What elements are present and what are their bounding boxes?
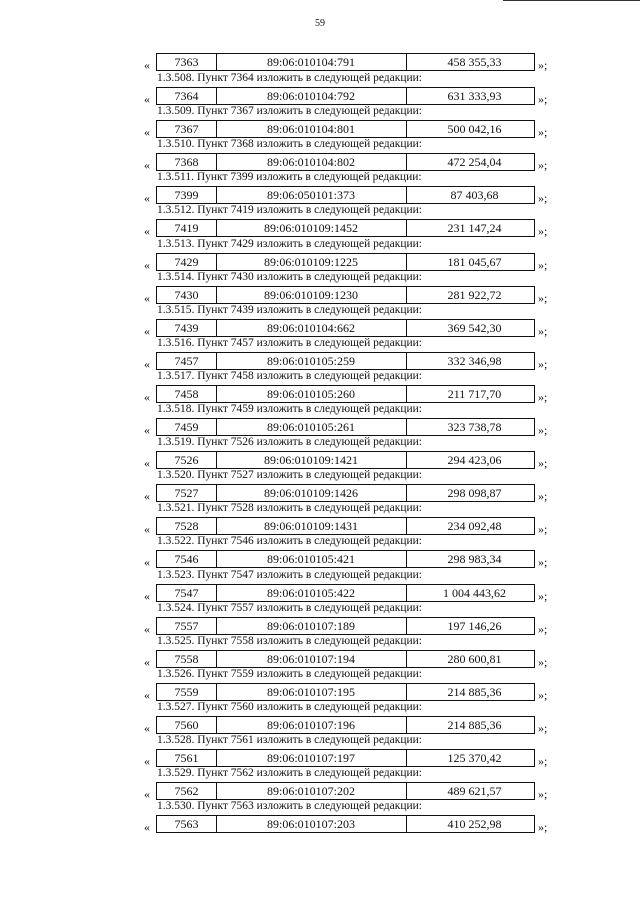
cadastral-number: 89:06:010105:259 <box>216 353 407 369</box>
cadastral-number: 89:06:010105:260 <box>216 386 407 402</box>
cadastral-number: 89:06:010109:1230 <box>216 287 407 303</box>
close-quote: »; <box>538 423 548 437</box>
close-quote: »; <box>538 158 548 173</box>
amendment-paragraph: 1.3.514. Пункт 7430 изложить в следующей редакции: <box>157 270 422 283</box>
cadastral-value: 234 092,48 <box>447 519 502 534</box>
cadastral-value: 1 004 443,62 <box>443 585 506 600</box>
close-quote: »; <box>538 555 548 570</box>
amendment-paragraph: 1.3.516. Пункт 7457 изложить в следующей редакции: <box>157 336 422 349</box>
table-row <box>156 219 535 237</box>
table-row <box>156 749 535 767</box>
close-quote: »; <box>538 191 548 206</box>
table-row <box>156 617 535 635</box>
cadastral-number: 89:06:010109:1452 <box>216 220 407 236</box>
open-quote: « <box>144 787 150 802</box>
row-number: 7528 <box>157 518 217 534</box>
close-quote: »; <box>538 621 548 636</box>
row-number: 7561 <box>157 750 217 766</box>
table-row <box>156 153 535 171</box>
amendment-item <box>0 734 640 768</box>
open-quote: « <box>144 820 150 835</box>
amendment-paragraph: 1.3.528. Пункт 7561 изложить в следующей редакции: <box>157 734 422 746</box>
cadastral-value: 294 423,06 <box>447 453 502 468</box>
amendment-paragraph: 1.3.509. Пункт 7367 изложить в следующей редакции: <box>157 105 422 118</box>
cadastral-value: 181 045,67 <box>447 254 502 269</box>
close-quote: »; <box>538 92 548 106</box>
open-quote: « <box>144 158 150 173</box>
row-number: 7457 <box>157 353 217 369</box>
row-number: 7419 <box>157 220 217 236</box>
cadastral-value: 500 042,16 <box>447 122 502 137</box>
row-number: 7562 <box>157 783 217 799</box>
amendment-item <box>0 72 640 106</box>
close-quote: »; <box>538 754 548 768</box>
cadastral-number: 89:06:010109:1225 <box>216 254 407 270</box>
open-quote: « <box>144 456 150 471</box>
cadastral-number: 89:06:010105:422 <box>216 585 407 601</box>
amendment-paragraph: 1.3.527. Пункт 7560 изложить в следующей редакции: <box>157 700 422 713</box>
cadastral-value: 410 252,98 <box>447 817 502 832</box>
cadastral-number: 89:06:010109:1426 <box>216 485 407 501</box>
cadastral-number: 89:06:010104:662 <box>216 320 407 336</box>
cadastral-number: 89:06:050101:373 <box>216 187 407 203</box>
amendment-paragraph: 1.3.521. Пункт 7528 изложить в следующей редакции: <box>157 502 422 515</box>
open-quote: « <box>144 257 150 272</box>
table-row <box>156 584 535 602</box>
table-row <box>156 550 535 568</box>
close-quote: »; <box>538 720 548 735</box>
amendment-item <box>0 271 640 305</box>
open-quote: « <box>144 423 150 437</box>
row-number: 7430 <box>157 287 217 303</box>
amendment-item <box>0 204 640 238</box>
amendment-paragraph: 1.3.510. Пункт 7368 изложить в следующей редакции: <box>157 138 422 151</box>
cadastral-value: 298 098,87 <box>447 486 502 501</box>
table-row <box>156 650 535 668</box>
amendment-item <box>0 569 640 603</box>
table-row-first <box>0 38 640 72</box>
amendment-paragraph: 1.3.515. Пункт 7439 изложить в следующей редакции: <box>157 303 422 316</box>
cadastral-number: 89:06:010107:194 <box>216 651 407 667</box>
cadastral-value: 489 621,57 <box>447 784 502 799</box>
open-quote: « <box>144 720 150 735</box>
open-quote: « <box>144 290 150 305</box>
cadastral-number: 89:06:010107:197 <box>216 750 407 766</box>
amendment-paragraph: 1.3.524. Пункт 7557 изложить в следующей редакции: <box>157 601 422 614</box>
amendment-item <box>0 668 640 702</box>
open-quote: « <box>144 125 150 140</box>
cadastral-value: 231 147,24 <box>447 221 502 236</box>
amendment-item <box>0 767 640 801</box>
table-row <box>156 451 535 469</box>
row-number: 7559 <box>157 684 217 700</box>
cadastral-value: 631 333,93 <box>447 89 502 103</box>
close-quote: »; <box>538 58 548 72</box>
cadastral-number: 89:06:010109:1431 <box>216 518 407 534</box>
cadastral-value: 211 717,70 <box>447 386 502 401</box>
row-number: 7363 <box>157 54 217 70</box>
amendment-item <box>0 370 640 404</box>
cadastral-value: 125 370,42 <box>447 751 502 765</box>
amendment-paragraph: 1.3.529. Пункт 7562 изложить в следующей редакции: <box>157 767 422 780</box>
cadastral-number: 89:06:010104:791 <box>216 54 407 70</box>
close-quote: »; <box>538 654 548 669</box>
table-row <box>156 815 535 833</box>
amendment-paragraph: 1.3.526. Пункт 7559 изложить в следующей редакции: <box>157 667 422 680</box>
row-number: 7547 <box>157 585 217 601</box>
cadastral-number: 89:06:010105:261 <box>216 419 407 435</box>
cadastral-number: 89:06:010107:196 <box>216 717 407 733</box>
amendment-item <box>0 701 640 735</box>
table-row <box>156 286 535 304</box>
amendment-paragraph: 1.3.525. Пункт 7558 изложить в следующей редакции: <box>157 634 422 647</box>
amendment-item <box>0 238 640 272</box>
row-number: 7459 <box>157 419 217 435</box>
cadastral-value: 214 885,36 <box>447 717 502 732</box>
row-number: 7439 <box>157 320 217 336</box>
open-quote: « <box>144 588 150 603</box>
row-number: 7560 <box>157 717 217 733</box>
amendment-paragraph: 1.3.519. Пункт 7526 изложить в следующей редакции: <box>157 436 422 449</box>
cadastral-number: 89:06:010104:801 <box>216 121 407 137</box>
table-row <box>156 683 535 701</box>
close-quote: »; <box>538 323 548 338</box>
page-number: 59 <box>315 18 325 29</box>
cadastral-number: 89:06:010104:802 <box>216 154 407 170</box>
open-quote: « <box>144 92 150 106</box>
table-row <box>156 418 535 436</box>
row-number: 7364 <box>157 88 217 104</box>
close-quote: »; <box>538 489 548 504</box>
cadastral-number: 89:06:010105:421 <box>216 551 407 567</box>
row-number: 7526 <box>157 452 217 468</box>
cadastral-value: 369 542,30 <box>447 320 502 335</box>
cadastral-value: 214 885,36 <box>447 684 502 699</box>
amendment-item <box>0 602 640 636</box>
table-row <box>156 319 535 337</box>
close-quote: »; <box>538 522 548 537</box>
amendment-item <box>0 105 640 139</box>
cadastral-number: 89:06:010107:202 <box>216 783 407 799</box>
table-row <box>156 484 535 502</box>
table-row <box>156 253 535 271</box>
header-rule <box>503 0 640 1</box>
close-quote: »; <box>538 257 548 272</box>
amendment-item <box>0 337 640 371</box>
cadastral-number: 89:06:010107:195 <box>216 684 407 700</box>
cadastral-number: 89:06:010104:792 <box>216 88 407 104</box>
cadastral-number: 89:06:010107:203 <box>216 816 407 832</box>
cadastral-number: 89:06:010107:189 <box>216 618 407 634</box>
row-number: 7527 <box>157 485 217 501</box>
open-quote: « <box>144 58 150 72</box>
amendment-paragraph: 1.3.517. Пункт 7458 изложить в следующей редакции: <box>157 369 422 382</box>
close-quote: »; <box>538 588 548 603</box>
amendment-item <box>0 436 640 470</box>
cadastral-value: 332 346,98 <box>447 353 502 368</box>
table-row <box>156 385 535 403</box>
amendment-item <box>0 403 640 437</box>
open-quote: « <box>144 389 150 404</box>
open-quote: « <box>144 654 150 669</box>
row-number: 7563 <box>157 816 217 832</box>
amendment-item <box>0 138 640 172</box>
amendment-paragraph: 1.3.513. Пункт 7429 изложить в следующей редакции: <box>157 237 422 250</box>
open-quote: « <box>144 555 150 570</box>
open-quote: « <box>144 489 150 504</box>
table-row <box>156 186 535 204</box>
table-row <box>156 782 535 800</box>
amendment-item <box>0 800 640 834</box>
cadastral-value: 472 254,04 <box>447 155 502 170</box>
table-row <box>156 87 535 105</box>
amendment-paragraph: 1.3.511. Пункт 7399 изложить в следующей редакции: <box>157 171 422 184</box>
amendment-paragraph: 1.3.520. Пункт 7527 изложить в следующей редакции: <box>157 469 422 482</box>
open-quote: « <box>144 754 150 768</box>
cadastral-value: 323 738,78 <box>447 420 502 434</box>
close-quote: »; <box>538 224 548 239</box>
amendment-item <box>0 502 640 536</box>
amendment-paragraph: 1.3.522. Пункт 7546 изложить в следующей редакции: <box>157 535 422 548</box>
open-quote: « <box>144 522 150 537</box>
open-quote: « <box>144 687 150 702</box>
amendment-item <box>0 635 640 669</box>
row-number: 7368 <box>157 154 217 170</box>
open-quote: « <box>144 323 150 338</box>
close-quote: »; <box>538 820 548 835</box>
row-number: 7399 <box>157 187 217 203</box>
close-quote: »; <box>538 125 548 140</box>
table-row <box>156 716 535 734</box>
row-number: 7558 <box>157 651 217 667</box>
cadastral-value: 280 600,81 <box>447 651 502 666</box>
open-quote: « <box>144 224 150 239</box>
amendment-item <box>0 304 640 338</box>
amendment-paragraph: 1.3.508. Пункт 7364 изложить в следующей редакции: <box>157 72 422 84</box>
close-quote: »; <box>538 290 548 305</box>
amendment-item <box>0 469 640 503</box>
table-row <box>156 517 535 535</box>
row-number: 7458 <box>157 386 217 402</box>
cadastral-value: 281 922,72 <box>447 287 502 302</box>
row-number: 7546 <box>157 551 217 567</box>
cadastral-value: 298 983,34 <box>447 552 502 567</box>
row-number: 7367 <box>157 121 217 137</box>
open-quote: « <box>144 191 150 206</box>
open-quote: « <box>144 621 150 636</box>
cadastral-number: 89:06:010109:1421 <box>216 452 407 468</box>
amendment-paragraph: 1.3.518. Пункт 7459 изложить в следующей редакции: <box>157 403 422 415</box>
table-row <box>156 53 535 71</box>
close-quote: »; <box>538 456 548 471</box>
amendment-paragraph: 1.3.530. Пункт 7563 изложить в следующей редакции: <box>157 800 422 813</box>
cadastral-value: 458 355,33 <box>447 55 502 69</box>
amendment-item <box>0 171 640 205</box>
amendment-paragraph: 1.3.523. Пункт 7547 изложить в следующей редакции: <box>157 568 422 581</box>
row-number: 7557 <box>157 618 217 634</box>
table-row <box>156 352 535 370</box>
amendment-paragraph: 1.3.512. Пункт 7419 изложить в следующей редакции: <box>157 204 422 217</box>
amendment-item <box>0 535 640 569</box>
row-number: 7429 <box>157 254 217 270</box>
table-row <box>156 120 535 138</box>
close-quote: »; <box>538 389 548 404</box>
cadastral-value: 197 146,26 <box>447 618 502 633</box>
close-quote: »; <box>538 787 548 802</box>
open-quote: « <box>144 356 150 371</box>
close-quote: »; <box>538 356 548 371</box>
cadastral-value: 87 403,68 <box>450 188 499 203</box>
close-quote: »; <box>538 687 548 702</box>
